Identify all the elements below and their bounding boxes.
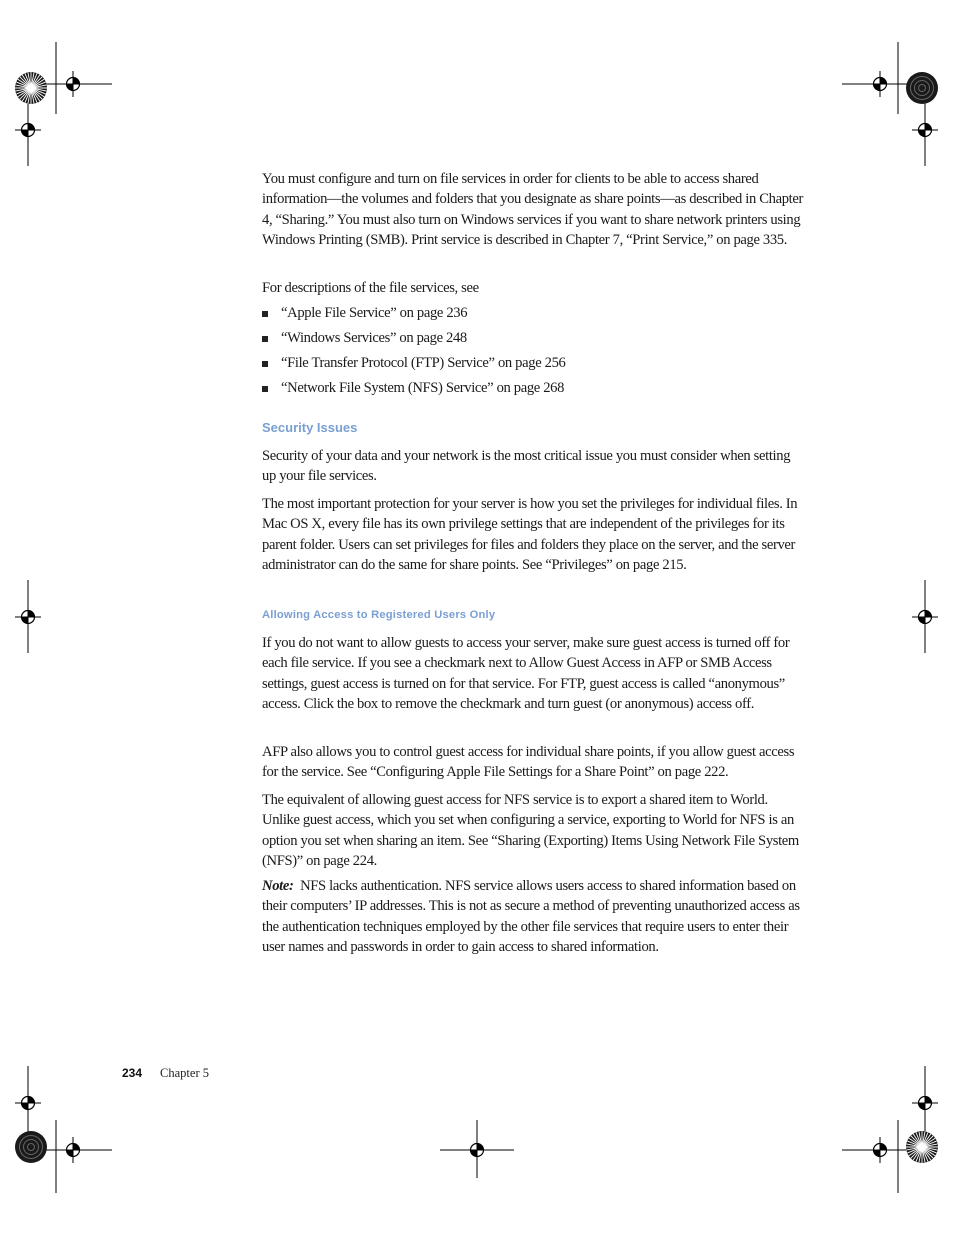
security-paragraph-2	[262, 494, 807, 575]
note-label: Note:	[262, 878, 294, 894]
page-number: 234	[122, 1066, 143, 1080]
page-footer	[122, 1064, 209, 1082]
see-intro-paragraph	[262, 278, 807, 298]
security-issues-heading: Security Issues	[262, 420, 358, 435]
intro-paragraph	[262, 169, 807, 250]
list-item-text: “File Transfer Protocol (FTP) Service” on page 256	[281, 355, 566, 371]
note-text: NFS lacks authentication. NFS service allows users access to shared information based on their computers’ IP addresses. This is not as secure a method of preventing unauthorized access as the authentication techniques employed by the other file services that require users to enter their user names and passwords in order to gain access to shared information.	[262, 878, 800, 955]
access-paragraph-3	[262, 790, 807, 871]
access-text-2: AFP also allows you to control guest access for individual share points, if you allow guest access for the service. See “Configuring Apple File Settings for a Share Point” on page 222.	[262, 744, 795, 781]
security-paragraph-1	[262, 446, 807, 487]
bullet-icon	[262, 311, 268, 317]
note-paragraph	[262, 876, 807, 957]
list-item-text: “Windows Services” on page 248	[281, 330, 467, 346]
registered-users-heading: Allowing Access to Registered Users Only	[262, 609, 496, 621]
see-intro-text: For descriptions of the file services, see	[262, 280, 479, 296]
security-text-1: Security of your data and your network is the most critical issue you must consider when setting up your file services.	[262, 448, 791, 485]
list-item-text: “Apple File Service” on page 236	[281, 305, 468, 321]
intro-text: You must configure and turn on file services in order for clients to be able to access shared information—the volumes and folders that you designate as share points—as described in Chapter 4, “Sharing.” You must also turn on Windows services if you want to share network printers using Windows Printing (SMB). Print service is described in Chapter 7, “Print Service,” on page 335.	[262, 171, 803, 248]
access-paragraph-2	[262, 742, 807, 783]
access-text-3: The equivalent of allowing guest access for NFS service is to export a shared item to World. Unlike guest access, which you set when configuring a service, exporting to World for NFS is an option you set when sharing an item. See “Sharing (Exporting) Items Using Network File System (NFS)” on page 224.	[262, 792, 799, 869]
list-item-text: “Network File System (NFS) Service” on page 268	[281, 380, 565, 396]
security-text-2: The most important protection for your server is how you set the privileges for individual files. In Mac OS X, every file has its own privilege settings that are independent of the privileges for its parent folder. Users can set privileges for files and folders they place on the server, and the server administrator can do the same for share points. See “Privileges” on page 215.	[262, 496, 798, 573]
access-paragraph-1	[262, 633, 807, 714]
bullet-icon	[262, 336, 268, 342]
bullet-icon	[262, 361, 268, 367]
bullet-icon	[262, 386, 268, 392]
chapter-label: Chapter 5	[160, 1066, 209, 1080]
access-text-1: If you do not want to allow guests to access your server, make sure guest access is turned off for each file service. If you see a checkmark next to Allow Guest Access in AFP or SMB Access settings, guest access is turned on for that service. For FTP, guest access is called “anonymous” access. Click the box to remove the checkmark and turn guest (or anonymous) access off.	[262, 635, 790, 712]
